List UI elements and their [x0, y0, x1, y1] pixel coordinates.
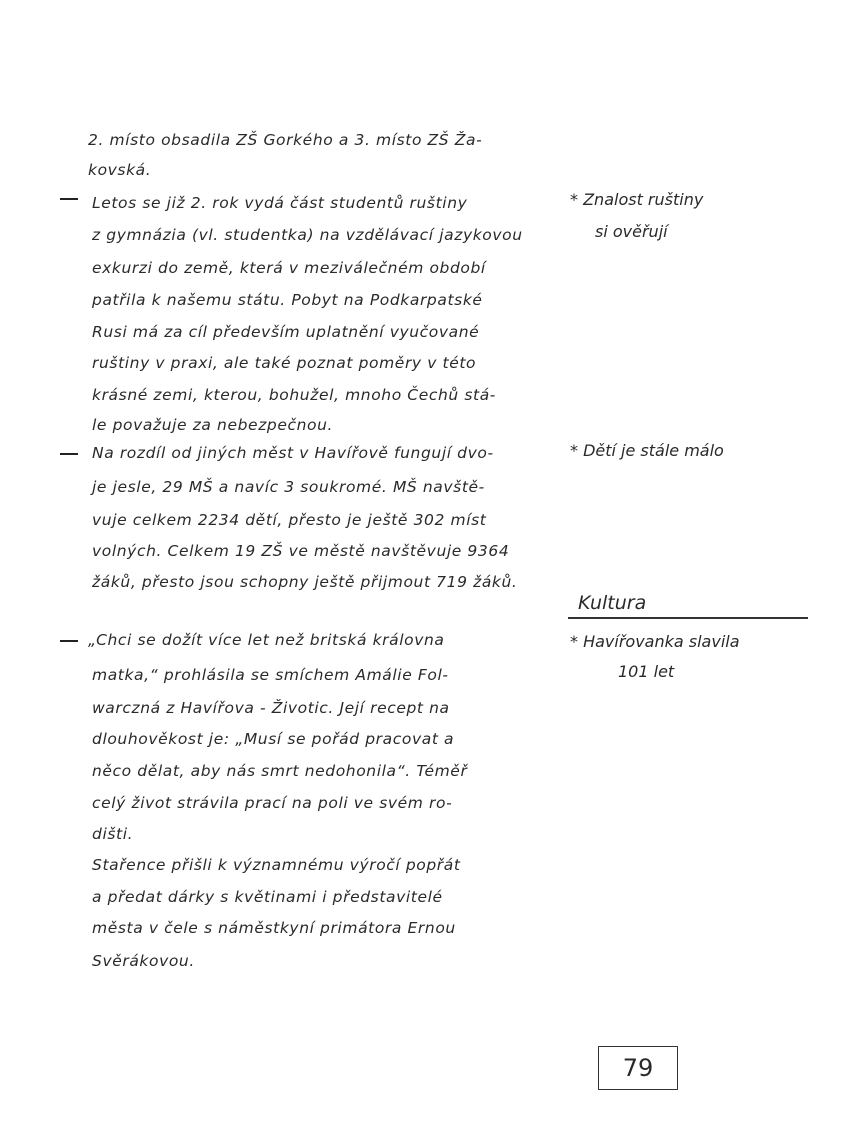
page-number: 79 — [598, 1046, 678, 1090]
bullet-dash — [60, 453, 78, 455]
text-line: z gymnázia (vl. studentka) na vzdělávací jazykovou — [92, 226, 523, 244]
heading-underline — [568, 617, 808, 619]
margin-note: * Znalost ruštiny — [570, 190, 704, 209]
text-line: warczná z Havířova - Životic. Její recept na — [92, 699, 450, 717]
margin-note: * Dětí je stále málo — [570, 441, 724, 460]
text-line: je jesle, 29 MŠ a navíc 3 soukromé. MŠ navště- — [92, 478, 485, 496]
text-line: žáků, přesto jsou schopny ještě přijmout 719 žáků. — [92, 573, 518, 591]
margin-note: si ověřují — [595, 222, 668, 241]
text-line: matka,“ prohlásila se smíchem Amálie Fol- — [92, 666, 449, 684]
section-heading: Kultura — [578, 592, 647, 614]
text-line: Svěrákovou. — [92, 952, 195, 970]
text-line: volných. Celkem 19 ZŠ ve městě navštěvuje 9364 — [92, 542, 510, 560]
text-line: patřila k našemu státu. Pobyt na Podkarpatské — [92, 291, 483, 309]
text-line: 2. místo obsadila ZŠ Gorkého a 3. místo ZŠ Ža- — [88, 131, 483, 149]
text-line: krásné zemi, kterou, bohužel, mnoho Čechů stá- — [92, 386, 497, 404]
text-line: města v čele s náměstkyní primátora Ernou — [92, 919, 456, 937]
text-line: exkurzi do země, která v meziválečném období — [92, 259, 486, 277]
text-line: Na rozdíl od jiných měst v Havířově fungují dvo- — [92, 444, 494, 462]
margin-note: * Havířovanka slavila — [570, 632, 740, 651]
bullet-dash — [60, 640, 78, 642]
text-line: Rusi má za cíl především uplatnění vyučované — [92, 323, 480, 341]
text-line: kovská. — [88, 161, 152, 179]
text-line: ruštiny v praxi, ale také poznat poměry v této — [92, 354, 477, 372]
text-line: něco dělat, aby nás smrt nedohonila“. Téměř — [92, 762, 468, 780]
text-line: dlouhověkost je: „Musí se pořád pracovat a — [92, 730, 455, 748]
text-line: celý život strávila prací na poli ve svém ro- — [92, 794, 453, 812]
text-line: a předat dárky s květinami i představitelé — [92, 888, 443, 906]
text-line: Letos se již 2. rok vydá část studentů ruštiny — [92, 194, 468, 212]
text-line: vuje celkem 2234 dětí, přesto je ještě 302 míst — [92, 511, 487, 529]
text-line: dišti. — [92, 825, 134, 843]
bullet-dash — [60, 198, 78, 200]
text-line: „Chci se dožít více let než britská královna — [88, 631, 445, 649]
text-line: le považuje za nebezpečnou. — [92, 416, 334, 434]
text-line: Stařence přišli k významnému výročí popřát — [92, 856, 461, 874]
margin-note: 101 let — [618, 662, 675, 681]
